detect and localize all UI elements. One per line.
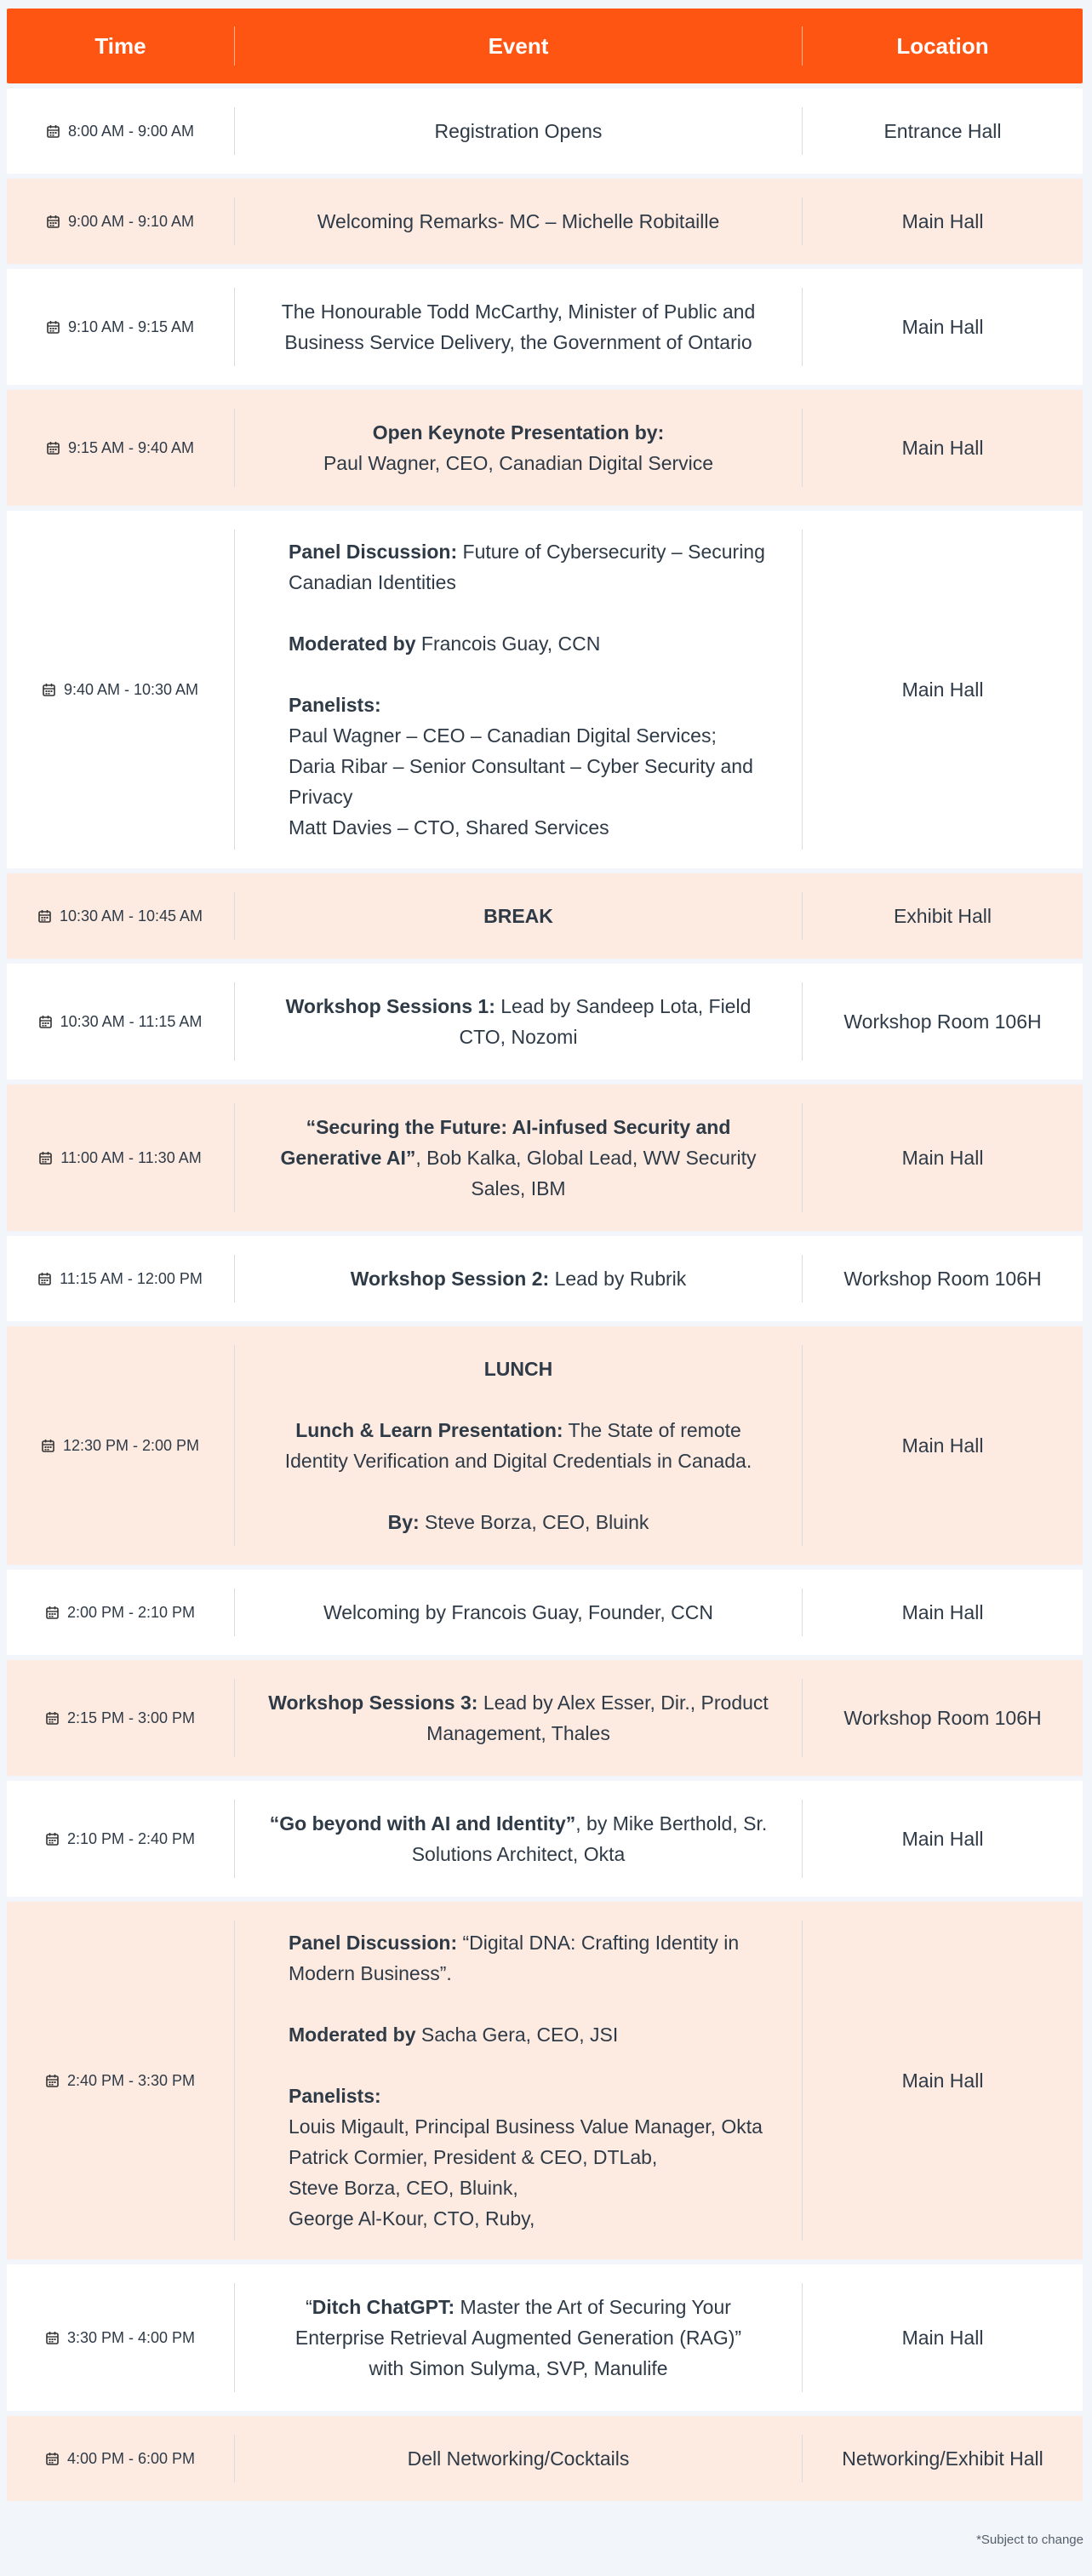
calendar-icon: [47, 124, 60, 138]
location-cell: Workshop Room 106H: [843, 1706, 1042, 1729]
event-heading: “Securing the Future: AI-infused Security and: [306, 1116, 731, 1138]
location-cell: Main Hall: [901, 436, 984, 459]
table-header: [7, 9, 1083, 83]
event-cell: [235, 1255, 803, 1302]
calendar-icon: [47, 320, 60, 334]
table-row: [7, 511, 1083, 868]
header-event: Event: [235, 26, 803, 66]
event-heading: Panel Discussion:: [289, 1932, 458, 1954]
time-text: 2:10 PM - 2:40 PM: [66, 1829, 196, 1847]
calendar-icon: [46, 1606, 59, 1619]
event-text: Enterprise Retrieval Augmented Generation (RAG)”: [294, 2327, 742, 2349]
time-text: 8:00 AM - 9:00 AM: [67, 122, 195, 140]
calendar-icon: [42, 1439, 54, 1452]
event-heading: Panelists:: [289, 694, 381, 716]
event-cell: [235, 409, 803, 487]
location-cell: Main Hall: [901, 1827, 984, 1850]
time-cell: [7, 1345, 235, 1546]
event-heading: Panelists:: [289, 2085, 381, 2107]
event-text: George Al-Kour, CTO, Ruby,: [289, 2207, 535, 2230]
event-text: , by Mike Berthold, Sr.: [575, 1812, 768, 1835]
location-cell: Main Hall: [901, 1146, 984, 1169]
time-cell: [7, 2435, 235, 2482]
location-cell: Main Hall: [901, 678, 984, 701]
time-text: 2:15 PM - 3:00 PM: [66, 1709, 196, 1726]
event-text: Lead by Alex Esser, Dir., Product: [477, 1692, 769, 1714]
time-text: 4:00 PM - 6:00 PM: [66, 2449, 196, 2467]
event-heading: “Go beyond with AI and Identity”: [269, 1812, 576, 1835]
event-heading: Workshop Session 2:: [350, 1268, 550, 1290]
event-heading: Lunch & Learn Presentation:: [295, 1419, 563, 1441]
table-row: [7, 873, 1083, 959]
event-cell: [235, 1679, 803, 1757]
time-cell: [7, 982, 235, 1061]
event-text: Francois Guay, CCN: [415, 633, 601, 655]
time-cell: [7, 288, 235, 366]
time-text: 11:00 AM - 11:30 AM: [60, 1148, 202, 1166]
table-row: [7, 1570, 1083, 1655]
location-cell: Exhibit Hall: [893, 904, 992, 927]
event-heading: Workshop Sessions 3:: [268, 1692, 478, 1714]
location-cell: Entrance Hall: [883, 119, 1002, 142]
time-text: 10:30 AM - 11:15 AM: [60, 1012, 203, 1030]
event-text: Sales, IBM: [471, 1177, 566, 1199]
event-cell: [235, 530, 803, 850]
event-text: Louis Migault, Principal Business Value Manager, Okta: [289, 2115, 763, 2138]
event-text: “Digital DNA: Crafting Identity in: [457, 1932, 740, 1954]
event-heading: Moderated by: [289, 633, 416, 655]
event-heading: Workshop Sessions 1:: [285, 995, 495, 1017]
event-cell: [235, 1589, 803, 1636]
event-text: Paul Wagner, CEO, Canadian Digital Service: [323, 452, 714, 474]
event-heading: Ditch ChatGPT:: [312, 2296, 455, 2318]
subject-to-change-note: *Subject to change: [976, 2533, 1083, 2547]
header-time: Time: [7, 26, 235, 66]
event-text: Modern Business”.: [289, 1962, 452, 1984]
time-text: 3:30 PM - 4:00 PM: [66, 2328, 196, 2346]
time-text: 9:00 AM - 9:10 AM: [67, 212, 195, 230]
event-text: Canadian Identities: [289, 571, 456, 593]
table-row: [7, 1236, 1083, 1321]
time-text: 12:30 PM - 2:00 PM: [62, 1436, 200, 1454]
location-cell: Workshop Room 106H: [843, 1010, 1042, 1033]
time-cell: [7, 530, 235, 850]
time-cell: [7, 1679, 235, 1757]
event-cell: [235, 197, 803, 245]
event-cell: [235, 1345, 803, 1546]
time-cell: [7, 1800, 235, 1878]
time-cell: [7, 197, 235, 245]
event-heading: By:: [387, 1511, 420, 1533]
calendar-icon: [38, 1272, 51, 1285]
location-cell: Main Hall: [901, 209, 984, 232]
time-text: 9:15 AM - 9:40 AM: [67, 438, 195, 456]
calendar-icon: [46, 2452, 59, 2465]
table-row: [7, 390, 1083, 506]
time-text: 2:40 PM - 3:30 PM: [66, 2071, 196, 2089]
event-heading: Panel Discussion:: [289, 541, 458, 563]
event-text: The State of remote: [563, 1419, 741, 1441]
calendar-icon: [46, 2074, 59, 2087]
time-cell: [7, 409, 235, 487]
time-text: 9:40 AM - 10:30 AM: [63, 680, 199, 698]
location-cell: Networking/Exhibit Hall: [842, 2447, 1043, 2470]
event-heading: Moderated by: [289, 2024, 416, 2046]
calendar-icon: [39, 1151, 52, 1165]
event-text: , Bob Kalka, Global Lead, WW Security: [415, 1147, 757, 1169]
event-text: “: [306, 2296, 312, 2318]
calendar-icon: [47, 441, 60, 455]
calendar-icon: [43, 683, 55, 696]
event-text: Master the Art of Securing Your: [455, 2296, 731, 2318]
calendar-icon: [46, 1711, 59, 1725]
event-cell: [235, 1103, 803, 1212]
agenda-table: [7, 9, 1083, 2501]
event-cell: [235, 288, 803, 366]
event-text: Management, Thales: [426, 1722, 610, 1744]
table-row: [7, 1326, 1083, 1565]
table-row: [7, 2416, 1083, 2501]
event-cell: [235, 982, 803, 1061]
calendar-icon: [38, 909, 51, 923]
event-cell: [235, 2435, 803, 2482]
event-text: Identity Verification and Digital Credentials in Canada.: [284, 1450, 752, 1472]
location-cell: Main Hall: [901, 2069, 984, 2092]
event-heading: Open Keynote Presentation by:: [372, 421, 665, 444]
event-text: Future of Cybersecurity – Securing: [457, 541, 765, 563]
location-cell: Main Hall: [901, 1600, 984, 1623]
event-text: with Simon Sulyma, SVP, Manulife: [369, 2357, 668, 2379]
event-cell: [235, 2283, 803, 2392]
event-text: CTO, Nozomi: [459, 1026, 578, 1048]
event-text: Lead by Rubrik: [549, 1268, 687, 1290]
time-cell: [7, 107, 235, 155]
event-text: Privacy: [289, 786, 353, 808]
time-cell: [7, 1589, 235, 1636]
event-cell: [235, 107, 803, 155]
header-location: Location: [896, 32, 989, 59]
time-text: 2:00 PM - 2:10 PM: [66, 1603, 196, 1621]
event-text: Steve Borza, CEO, Bluink: [419, 1511, 649, 1533]
event-text: Lead by Sandeep Lota, Field: [495, 995, 752, 1017]
calendar-icon: [46, 1832, 59, 1846]
event-text: The Honourable Todd McCarthy, Minister of Public and: [281, 301, 756, 323]
event-text: Registration Opens: [434, 120, 603, 142]
time-cell: [7, 2283, 235, 2392]
event-heading: BREAK: [483, 905, 553, 927]
calendar-icon: [47, 215, 60, 228]
table-row: [7, 1902, 1083, 2259]
table-row: [7, 1085, 1083, 1231]
calendar-icon: [46, 2331, 59, 2344]
time-text: 9:10 AM - 9:15 AM: [67, 318, 195, 335]
event-text: Matt Davies – CTO, Shared Services: [289, 816, 609, 839]
table-row: [7, 964, 1083, 1079]
event-heading: LUNCH: [483, 1358, 553, 1380]
event-cell: [235, 1800, 803, 1878]
location-cell: Main Hall: [901, 2326, 984, 2349]
event-text: Daria Ribar – Senior Consultant – Cyber Security and: [289, 755, 753, 777]
event-text: Sacha Gera, CEO, JSI: [415, 2024, 619, 2046]
event-text: Solutions Architect, Okta: [411, 1843, 626, 1865]
table-row: [7, 89, 1083, 174]
calendar-icon: [39, 1015, 52, 1028]
event-cell: [235, 892, 803, 940]
event-text: Paul Wagner – CEO – Canadian Digital Services;: [289, 724, 717, 747]
table-row: [7, 179, 1083, 264]
time-cell: [7, 1255, 235, 1302]
table-row: [7, 2264, 1083, 2411]
event-text: Steve Borza, CEO, Bluink,: [289, 2177, 518, 2199]
table-row: [7, 1660, 1083, 1776]
event-text: Welcoming by Francois Guay, Founder, CCN: [323, 1601, 714, 1623]
location-cell: Main Hall: [901, 1434, 984, 1457]
table-row: [7, 1781, 1083, 1897]
event-text: Patrick Cormier, President & CEO, DTLab,: [289, 2146, 658, 2168]
event-cell: [235, 1921, 803, 2241]
time-cell: [7, 892, 235, 940]
location-cell: Workshop Room 106H: [843, 1267, 1042, 1290]
time-cell: [7, 1921, 235, 2241]
event-heading: Generative AI”: [280, 1147, 416, 1169]
event-text: Welcoming Remarks- MC – Michelle Robitaille: [317, 210, 720, 232]
time-text: 10:30 AM - 10:45 AM: [59, 907, 203, 924]
time-text: 11:15 AM - 12:00 PM: [60, 1269, 203, 1287]
event-text: Dell Networking/Cocktails: [407, 2447, 630, 2470]
event-text: Business Service Delivery, the Government of Ontario: [284, 331, 752, 353]
table-row: [7, 269, 1083, 385]
time-cell: [7, 1103, 235, 1212]
location-cell: Main Hall: [901, 315, 984, 338]
